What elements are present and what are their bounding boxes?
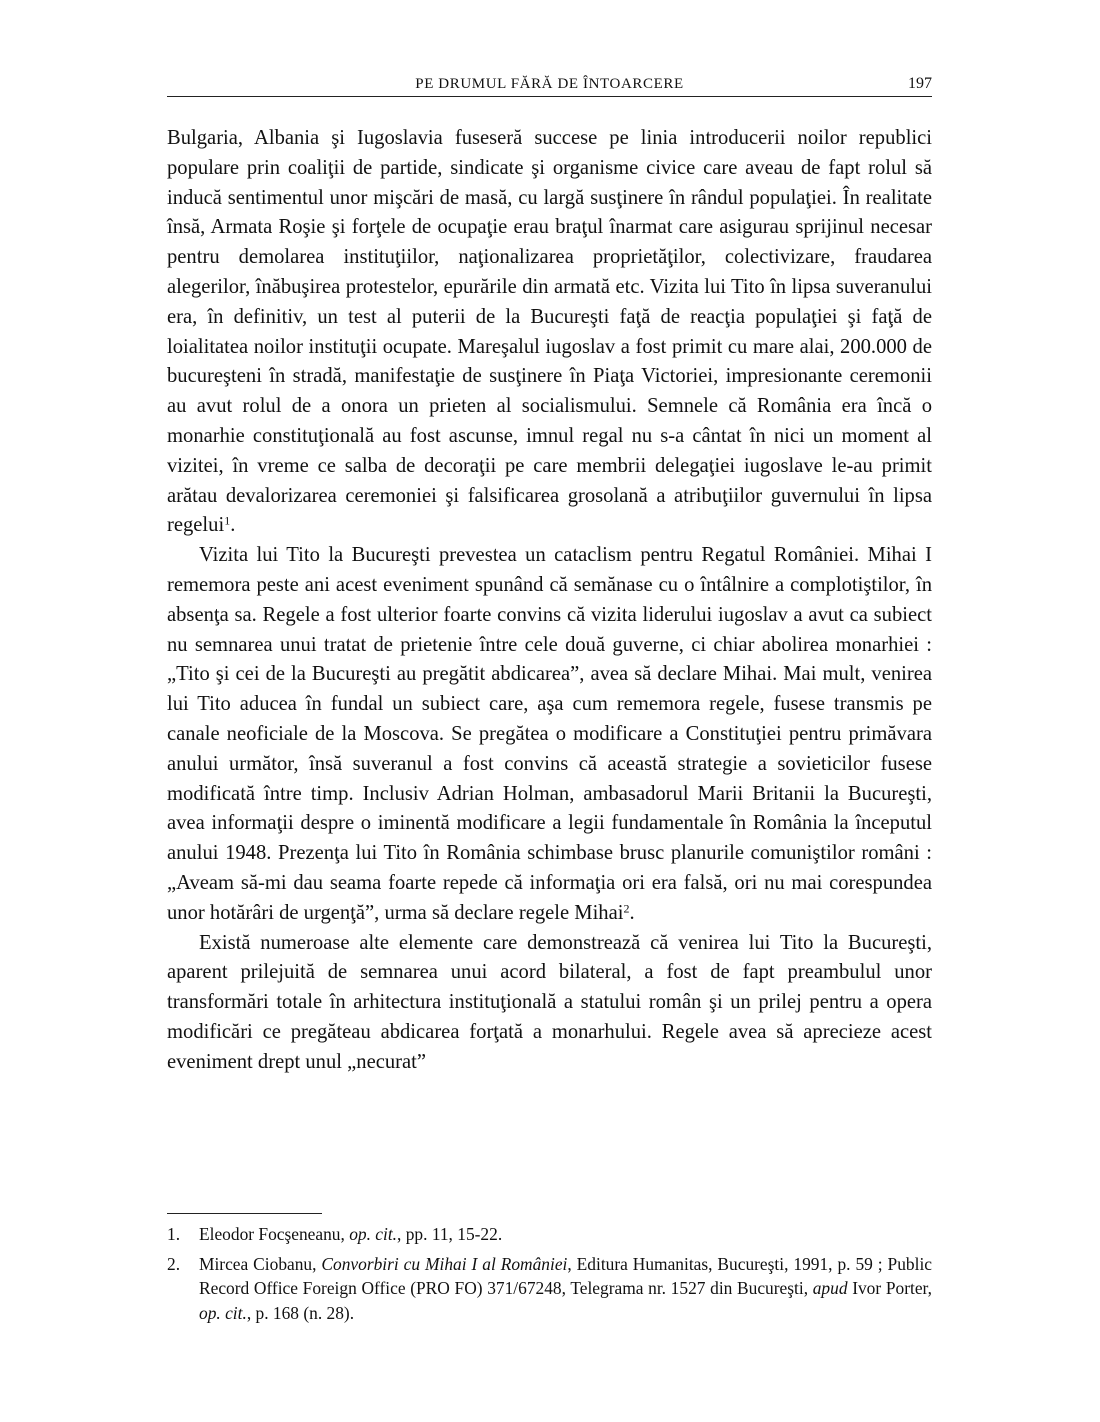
paragraph-text: Există numeroase alte elemente care demonstrează că venirea lui Tito la Bucureşti, aparent prilejuită de semnarea unui acord bilateral, a fost de fapt preambulul unor transformări totale în arhitectura instituţională a statului român şi un prilej pentru a opera modificări ce pregăteau abdicarea forţată a monarhului. Regele avea să aprecieze acest eveniment drept unul „necurat” [167, 931, 932, 1073]
paragraph-3 [167, 929, 932, 1078]
running-header-title: PE DRUMUL FĂRĂ DE ÎNTOARCERE [415, 76, 684, 92]
footnote-text [199, 1252, 932, 1326]
footnote-divider [167, 1213, 322, 1214]
body-text [167, 124, 932, 1078]
footnote-part-italic: Convorbiri cu Mihai I al României [321, 1253, 568, 1274]
paragraph-text: Vizita lui Tito la Bucureşti prevestea un cataclism pentru Regatul României. Mihai I rememora peste ani acest eveniment spunând că semănase cu o întâlnire a complotiştilor, în absenţa sa. Regele a fost ulterior foarte convins că vizita liderului iugoslav a avut ca subiect nu semnarea unui tratat de prietenie între cele două guverne, ci chiar abolirea monarhiei : „Tito şi cei de la Bucureşti au pregătit abdicarea”, avea să declare Mihai. Mai mult, venirea lui Tito aducea în fundal un subiect care, aşa cum rememora regele, fusese transmis pe canale neoficiale de la Moscova. Se pregătea o modificare a Constituţiei pentru primăvara anului următor, însă suveranul a fost convins că această strategie a sovieticilor fusese modificată între timp. Inclusiv Adrian Holman, ambasadorul Marii Britanii la Bucureşti, avea informaţii despre o iminentă modificare a legii fundamentale în România la începutul anului 1948. Prezenţa lui Tito în România schimbase brusc planurile comuniştilor români : „Aveam să-mi dau seama foarte repede că informaţia ori era falsă, ori nu mai corespundea unor hotărâri de urgenţă”, urma să declare regele Mihai [167, 544, 932, 924]
footnote-ref-1: 1 [224, 513, 231, 528]
footnote-part-italic: op. cit. [349, 1224, 398, 1244]
footnote-part: Eleodor Focşeneanu, [199, 1224, 350, 1244]
footnote-part: Mircea Ciobanu, [199, 1253, 322, 1274]
paragraph-1 [167, 124, 932, 541]
page-number: 197 [908, 75, 932, 92]
footnote-1 [167, 1222, 932, 1247]
paragraph-tail: . [629, 901, 635, 924]
footnote-ref-2: 2 [623, 901, 630, 916]
paragraph-tail: . [230, 514, 236, 537]
footnote-number: 2. [167, 1253, 181, 1274]
footnote-part: , p. 168 (n. 28). [246, 1302, 355, 1323]
footnote-text [199, 1222, 932, 1247]
footnote-number: 1. [167, 1224, 181, 1244]
footnotes [167, 1222, 932, 1330]
footnote-part-italic: op. cit. [199, 1302, 247, 1323]
footnote-part: , Editura Humanitas, Bucureşti, 1991, p. 59 ; Public Record Office Foreign Office (PRO FO) 371/67248, Telegrama nr. 1527 din Bucureşti, [199, 1253, 932, 1298]
paragraph-text: Bulgaria, Albania şi Iugoslavia fuseseră succese pe linia introducerii noilor republici populare prin coaliţii de partide, sindicate şi organisme civice care aveau de fapt rolul să inducă sentimentul unor mişcări de masă, cu largă susţinere în rândul populaţiei. În realitate însă, Armata Roşie şi forţele de ocupaţie erau braţul înarmat care asigurau sprijinul necesar pentru demolarea instituţiilor, naţionalizarea proprietăţilor, colectivizare, fraudarea alegerilor, înăbuşirea protestelor, epurările din armată etc. Vizita lui Tito în lipsa suveranului era, în definitiv, un test al puterii de la Bucureşti faţă de reacţia populaţiei şi faţă de loialitatea noilor instituţii ocupate. Mareşalul iugoslav a fost primit cu mare alai, 200.000 de bucureşteni în stradă, manifestaţie de susţinere în Piaţa Victoriei, impresionante ceremonii au avut rolul de a onora un prieten al socialismului. Semnele că România era încă o monarhie constituţională au fost ascunse, imnul regal nu s-a cântat în nici un moment al vizitei, în vreme ce salba de decoraţii pe care membrii delegaţiei iugoslave le-au primit arătau devalorizarea ceremoniei şi falsificarea grosolană a atribuţiilor guvernului în lipsa regelui [167, 127, 932, 537]
footnote-part: Ivor Porter, [847, 1278, 932, 1298]
paragraph-2 [167, 541, 932, 928]
footnote-2 [167, 1252, 932, 1326]
running-header [167, 74, 932, 97]
footnote-part: , pp. 11, 15-22. [397, 1224, 503, 1244]
footnote-part-italic: apud [812, 1278, 848, 1298]
